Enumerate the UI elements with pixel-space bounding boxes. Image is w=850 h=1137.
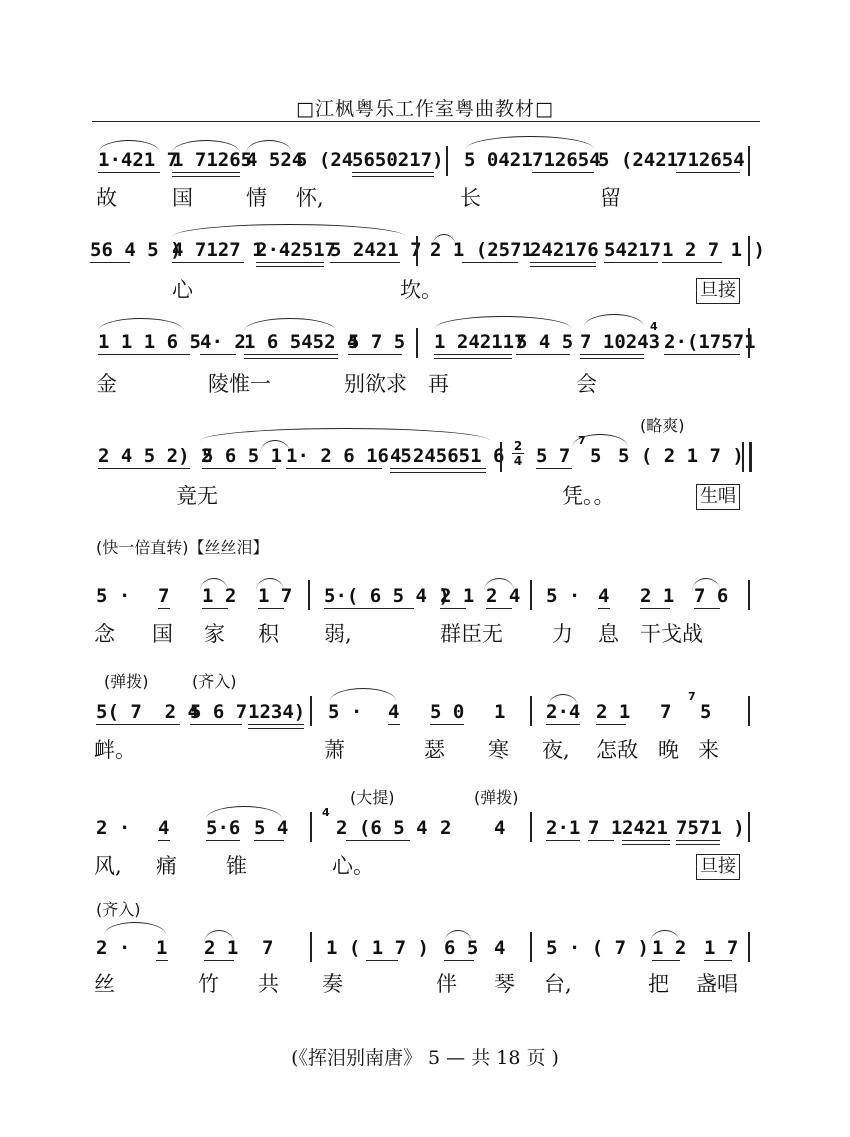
underline	[598, 608, 610, 609]
music-note-group: 1	[156, 937, 168, 959]
music-note-group: 5650217)	[352, 149, 444, 171]
underline	[366, 960, 398, 961]
underline	[532, 172, 594, 173]
double-bar-line	[742, 442, 752, 472]
music-note-group: 5 2421 7	[330, 239, 422, 261]
lyric: 风,	[94, 854, 122, 878]
lyric: 干戈战	[640, 622, 703, 646]
underline	[664, 354, 740, 355]
music-note-group: 4	[158, 817, 170, 839]
underline	[434, 354, 512, 355]
underline	[652, 960, 680, 961]
underline	[546, 724, 580, 725]
music-note-group: 1 242117	[434, 331, 526, 353]
lyric: 国	[172, 186, 193, 210]
music-note-group: 5 6 5 1	[202, 445, 283, 467]
time-signature	[512, 440, 524, 467]
music-note-group: 2	[440, 817, 452, 839]
underline	[434, 358, 512, 359]
music-note-group: 2421	[622, 817, 668, 839]
music-note-group: 54217	[604, 239, 662, 261]
lyric: 怎敌	[596, 738, 638, 762]
lyric: 奏	[322, 972, 343, 996]
performance-annotation: (弹拨)	[474, 788, 519, 807]
lyric: 盏唱	[696, 972, 738, 996]
underline	[244, 354, 338, 355]
underline	[172, 176, 240, 177]
time-signature-bottom: 4	[513, 454, 523, 468]
bar-line	[416, 328, 418, 358]
lyric: 怀,	[296, 186, 324, 210]
underline	[256, 266, 324, 267]
lyric: 衅。	[94, 738, 136, 762]
underline	[172, 262, 244, 263]
music-note-group: 4	[598, 585, 610, 607]
music-note-group: 7	[158, 585, 170, 607]
music-note-group: 4	[494, 937, 506, 959]
music-note-group: 2 1	[440, 585, 475, 607]
music-note-group: 4	[388, 701, 400, 723]
grace-note: 4	[650, 320, 658, 333]
music-note-group: 5 (24	[296, 149, 354, 171]
bar-line	[446, 146, 448, 176]
underline	[430, 724, 464, 725]
underline	[348, 354, 402, 355]
lyric: 会	[576, 372, 597, 396]
music-note-group: 5 (2421	[598, 149, 679, 171]
music-note-group: 1· 2 6 16 5	[286, 445, 412, 467]
music-note-group: 4	[494, 817, 506, 839]
lyric: 瑟	[424, 738, 445, 762]
underline	[546, 840, 580, 841]
music-note-group: 1 1 1 6 5	[98, 331, 201, 353]
underline	[622, 844, 670, 845]
music-note-group: 5 0	[430, 701, 465, 723]
performance-annotation: (齐入)	[96, 900, 141, 919]
music-note-group: 7 1	[588, 817, 623, 839]
music-note-group: 2 ·	[96, 817, 131, 839]
underline	[676, 844, 720, 845]
underline	[352, 172, 434, 173]
underline	[390, 472, 486, 473]
music-note-group: 242176	[530, 239, 599, 261]
underline	[444, 960, 474, 961]
music-note-group: 5 4	[254, 817, 289, 839]
underline	[622, 840, 670, 841]
underline	[202, 468, 276, 469]
music-note-group: 2 4 5 2) 2	[98, 445, 213, 467]
underline	[536, 468, 572, 469]
music-note-group: 1 71265	[172, 149, 253, 171]
underline	[248, 724, 304, 725]
music-note-group: 5 0421	[464, 149, 533, 171]
bar-line	[310, 696, 312, 726]
bar-line	[748, 580, 750, 610]
music-note-group: 1 2 7 1 )	[662, 239, 765, 261]
music-note-group: 712654	[676, 149, 745, 171]
underline	[486, 608, 512, 609]
lyric: 情	[246, 186, 267, 210]
bar-line	[308, 580, 310, 610]
music-note-group: 5	[590, 445, 602, 467]
music-note-group: 5 ( 2 1 7 )	[618, 445, 744, 467]
lyric: 力	[552, 622, 573, 646]
bar-line	[748, 146, 750, 176]
underline	[204, 960, 234, 961]
music-note-group: 7	[262, 937, 274, 959]
music-note-group: 5 6 7	[190, 701, 248, 723]
lyric: 心	[172, 278, 193, 302]
underline	[202, 608, 228, 609]
underline	[258, 608, 284, 609]
music-note-group: 4 524	[246, 149, 304, 171]
music-note-group: 2·(17571	[664, 331, 756, 353]
music-note-group: 2·4	[546, 701, 581, 723]
lyric: 凭。。	[562, 484, 615, 508]
grace-note: 7	[578, 434, 586, 447]
music-note-group: 712654	[532, 149, 601, 171]
tempo-annotation: (略爽)	[640, 416, 685, 435]
header-rule	[92, 121, 760, 122]
music-note-group: 7 10243	[580, 331, 661, 353]
music-note-group: 1 2	[202, 585, 237, 607]
music-note-group: 1 ( 1 7 )	[326, 937, 429, 959]
grace-note: 4	[322, 806, 330, 819]
lyric: 家	[204, 622, 225, 646]
underline	[388, 724, 400, 725]
underline	[516, 354, 570, 355]
lyric: 痛	[156, 854, 177, 878]
underline	[676, 172, 740, 173]
underline	[90, 262, 130, 263]
slur	[172, 224, 406, 237]
music-note-group: 4 7127 1	[172, 239, 264, 261]
underline	[206, 840, 240, 841]
bar-line	[310, 932, 312, 962]
lyric: 丝	[94, 972, 115, 996]
underline	[390, 468, 486, 469]
music-note-group: 1234)	[248, 701, 306, 723]
underline	[640, 608, 670, 609]
music-note-group: 1·421 7	[98, 149, 179, 171]
underline	[98, 468, 190, 469]
underline	[462, 262, 518, 263]
music-note-group: 5 4 5	[516, 331, 574, 353]
slur	[104, 922, 166, 935]
music-note-group: 2 1 (2571	[430, 239, 533, 261]
page-header: □江枫粤乐工作室粤曲教材□	[296, 98, 554, 120]
lyric: 国	[152, 622, 173, 646]
music-note-group: 7 6	[694, 585, 729, 607]
role-cue-box: 旦接	[696, 278, 740, 304]
bar-line	[748, 328, 750, 358]
underline	[580, 358, 644, 359]
music-note-group: 7	[660, 701, 672, 723]
music-note-group: 2 4	[486, 585, 521, 607]
lyric: 来	[698, 738, 719, 762]
music-note-group: 2 1	[204, 937, 239, 959]
lyric: 伴	[436, 972, 457, 996]
music-note-group: 2·1	[546, 817, 581, 839]
underline	[604, 262, 658, 263]
slur	[200, 428, 490, 441]
underline	[98, 354, 190, 355]
music-note-group: 5 7 5	[348, 331, 406, 353]
bar-line	[748, 696, 750, 726]
music-note-group: 5 7	[536, 445, 571, 467]
slur	[466, 136, 594, 149]
slur	[244, 318, 336, 331]
slur	[330, 688, 396, 701]
page-footer: (《挥泪别南唐》 5 — 共 18 页 )	[291, 1047, 559, 1069]
music-note-group: 5 ·	[96, 585, 131, 607]
lyric: 留	[600, 186, 621, 210]
bar-line	[748, 812, 750, 842]
lyric: 息	[598, 622, 619, 646]
performance-annotation: (弹拨)	[104, 672, 149, 691]
time-signature-top: 2	[513, 439, 523, 453]
music-note-group: 2 ·	[96, 937, 131, 959]
underline	[694, 608, 720, 609]
lyric: 积	[258, 622, 279, 646]
lyric: 竟无	[176, 484, 218, 508]
underline	[200, 354, 236, 355]
underline	[286, 468, 382, 469]
lyric: 金	[96, 372, 117, 396]
lyric: 弱,	[324, 622, 352, 646]
underline	[580, 354, 644, 355]
lyric: 别欲求	[344, 372, 407, 396]
music-note-group: 5·( 6 5 4 )	[324, 585, 450, 607]
lyric: 竹	[198, 972, 219, 996]
lyric: 台,	[544, 972, 572, 996]
lyric: 心。	[332, 854, 374, 878]
underline	[346, 840, 410, 841]
music-note-group: 1	[494, 701, 506, 723]
underline	[596, 724, 626, 725]
slur	[584, 314, 644, 327]
underline	[190, 724, 242, 725]
music-note-group: 56 4 5 )	[90, 239, 182, 261]
slur	[434, 316, 572, 329]
lyric: 念	[94, 622, 115, 646]
music-note-group: 5 ·	[546, 585, 581, 607]
underline	[676, 840, 720, 841]
underline	[172, 172, 240, 173]
music-note-group: 1 7	[704, 937, 739, 959]
bar-line	[748, 932, 750, 962]
lyric: 陵惟一	[208, 372, 271, 396]
performance-annotation: (大提)	[350, 788, 395, 807]
bar-line	[500, 442, 502, 472]
music-note-group: 2·42517	[256, 239, 337, 261]
underline	[158, 840, 170, 841]
underline	[530, 266, 596, 267]
underline	[588, 840, 614, 841]
underline	[98, 172, 160, 173]
lyric: 琴	[494, 972, 515, 996]
music-note-group: 5 ·	[328, 701, 363, 723]
underline	[254, 840, 284, 841]
underline	[662, 262, 722, 263]
music-note-group: 6 5	[444, 937, 479, 959]
lyric: 群臣无	[440, 622, 503, 646]
bar-line	[416, 236, 418, 266]
underline	[440, 608, 466, 609]
lyric: 长	[460, 186, 481, 210]
underline	[330, 262, 400, 263]
lyric: 坎。	[400, 278, 442, 302]
lyric: 再	[428, 372, 449, 396]
underline	[324, 608, 414, 609]
music-note-group: 5·6	[206, 817, 241, 839]
underline	[96, 724, 180, 725]
lyric: 寒	[488, 738, 509, 762]
grace-note: 7	[688, 690, 696, 703]
lyric: 夜,	[542, 738, 570, 762]
music-note-group: 2 1	[596, 701, 631, 723]
lyric: 把	[648, 972, 669, 996]
section-annotation: (快一倍直转)【丝丝泪】	[96, 538, 269, 557]
music-note-group: 1 6 5452 4	[244, 331, 359, 353]
music-note-group: 1 7	[258, 585, 293, 607]
bar-line	[310, 812, 312, 842]
underline	[352, 176, 434, 177]
performance-annotation: (齐入)	[192, 672, 237, 691]
underline	[530, 262, 596, 263]
lyric: 故	[96, 186, 117, 210]
lyric: 萧	[324, 738, 345, 762]
bar-line	[530, 580, 532, 610]
role-cue-box: 旦接	[696, 854, 740, 880]
music-note-group: 4· 2	[200, 331, 246, 353]
bar-line	[530, 696, 532, 726]
bar-line	[530, 812, 532, 842]
music-note-group: 2 1	[640, 585, 675, 607]
lyric: 晚	[658, 738, 679, 762]
underline	[704, 960, 732, 961]
music-note-group: 5	[700, 701, 712, 723]
role-cue-box: 生唱	[696, 484, 740, 510]
music-note-group: 5( 7 2 4	[96, 701, 199, 723]
bar-line	[748, 236, 750, 266]
music-note-group: 5 · ( 7 )	[546, 937, 649, 959]
music-note-group: 2 (6 5 4	[336, 817, 428, 839]
underline	[248, 728, 304, 729]
underline	[244, 358, 338, 359]
lyric: 共	[258, 972, 279, 996]
music-note-group: 7571 )	[676, 817, 745, 839]
underline	[158, 608, 170, 609]
underline	[256, 262, 324, 263]
bar-line	[530, 932, 532, 962]
lyric: 锥	[226, 854, 247, 878]
slur	[98, 318, 184, 331]
music-note-group: 4 245651 6	[390, 445, 505, 467]
music-note-group: 1 2	[652, 937, 687, 959]
underline	[156, 960, 168, 961]
